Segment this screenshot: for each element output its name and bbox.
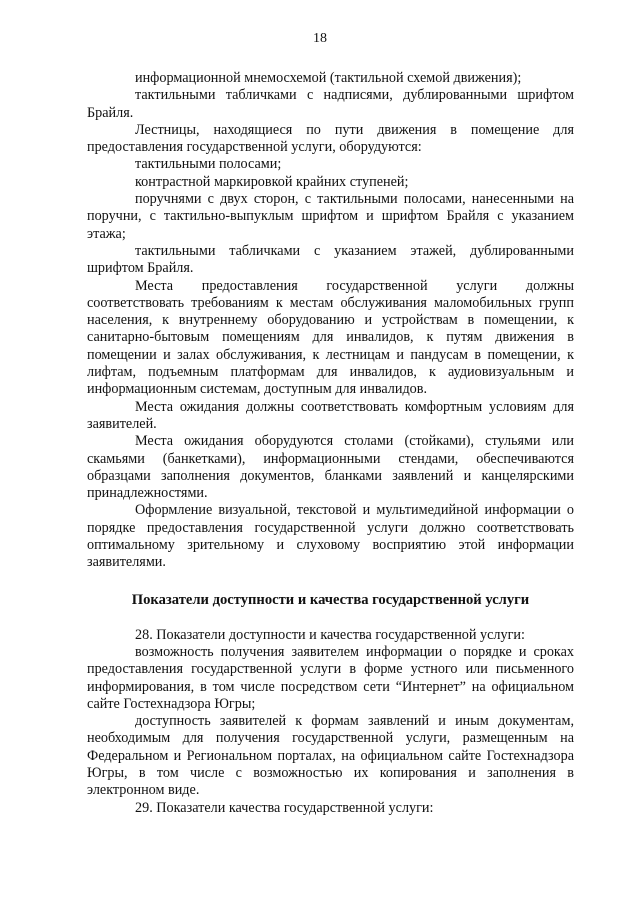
paragraph: Лестницы, находящиеся по пути движения в помещение для предоставления государственной услуги, оборудуются:	[87, 121, 574, 156]
paragraph: контрастной маркировкой крайних ступеней;	[135, 173, 409, 190]
paragraph: Места предоставления государственной услуги должны соответствовать требованиям к местам обслуживания маломобильных групп населения, к внутреннему оборудованию и устройствам в помещении, к санитарно-бытовым помещениям для инвалидов, к путям движения в помещении и залах обслуживания, к лестницам и пандусам в помещении, к лифтам, подъемным платформам для инвалидов, к аудиовизуальным и информационным системам, доступным для инвалидов.	[87, 277, 574, 398]
page-content	[87, 70, 574, 817]
paragraph: поручнями с двух сторон, с тактильными полосами, нанесенными на поручни, с тактильно-выпуклым шрифтом и шрифтом Брайля с указанием этажа;	[87, 191, 574, 242]
page-number: 18	[313, 31, 327, 46]
paragraph: Оформление визуальной, текстовой и мультимедийной информации о порядке предоставления государственной услуги должно соответствовать оптимальному зрительному и слуховому восприятию этой информации заявителями.	[87, 502, 574, 571]
paragraph: информационной мнемосхемой (тактильной схемой движения);	[135, 70, 522, 86]
section-heading: Показатели доступности и качества государственной услуги	[131, 591, 530, 608]
paragraph: возможность получения заявителем информации о порядке и сроках предоставления государственной услуги в форме устного или письменного информирования, в том числе посредством сети “Интернет” на официальном сайте Гостехнадзора Югры;	[87, 643, 574, 712]
paragraph: тактильными табличками с надписями, дублированными шрифтом Брайля.	[87, 87, 574, 121]
paragraph: Места ожидания должны соответствовать комфортным условиям для заявителей.	[87, 398, 574, 432]
paragraph: Места ожидания оборудуются столами (стойками), стульями или скамьями (банкетками), информационными стендами, обеспечиваются образцами заполнения документов, бланками заявлений и канцелярскими принадлежностями.	[87, 433, 574, 502]
paragraph: доступность заявителей к формам заявлений и иным документам, необходимым для получения государственной услуги, размещенным на Федеральном и Региональном порталах, на официальном сайте Гостехнадзора Югры, в том числе с возможностью их копирования и заполнения в электронном виде.	[87, 713, 574, 799]
paragraph: тактильными табличками с указанием этажей, дублированными шрифтом Брайля.	[87, 242, 574, 277]
paragraph: тактильными полосами;	[135, 156, 282, 173]
paragraph: 28. Показатели доступности и качества государственной услуги:	[135, 626, 525, 643]
paragraph: 29. Показатели качества государственной услуги:	[135, 799, 434, 816]
